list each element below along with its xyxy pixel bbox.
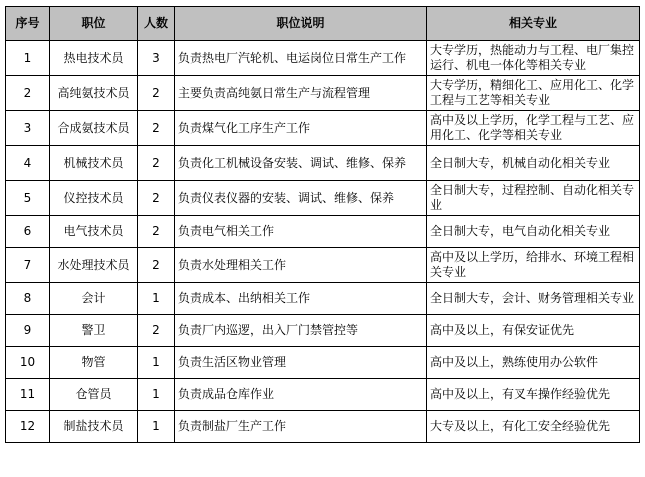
cell-no: 9 — [6, 315, 50, 347]
recruitment-table — [5, 6, 640, 443]
cell-description: 主要负责高纯氨日常生产与流程管理 — [175, 76, 427, 111]
cell-position: 物管 — [50, 347, 138, 379]
cell-description: 负责化工机械设备安装、调试、维修、保养 — [175, 146, 427, 181]
table-row — [6, 111, 640, 146]
cell-description: 负责煤气化工序生产工作 — [175, 111, 427, 146]
cell-count: 2 — [138, 248, 175, 283]
table-row — [6, 379, 640, 411]
cell-position: 制盐技术员 — [50, 411, 138, 443]
table-row — [6, 146, 640, 181]
cell-major: 高中及以上学历，给排水、环境工程相关专业 — [427, 248, 640, 283]
cell-count: 2 — [138, 181, 175, 216]
cell-major: 大专及以上，有化工安全经验优先 — [427, 411, 640, 443]
cell-no: 5 — [6, 181, 50, 216]
cell-description: 负责生活区物业管理 — [175, 347, 427, 379]
cell-no: 11 — [6, 379, 50, 411]
cell-position: 机械技术员 — [50, 146, 138, 181]
cell-no: 3 — [6, 111, 50, 146]
cell-major: 高中及以上，有保安证优先 — [427, 315, 640, 347]
cell-count: 1 — [138, 411, 175, 443]
cell-position: 仓管员 — [50, 379, 138, 411]
header-major: 相关专业 — [427, 7, 640, 41]
cell-no: 7 — [6, 248, 50, 283]
cell-major: 全日制大专，电气自动化相关专业 — [427, 216, 640, 248]
table-row — [6, 41, 640, 76]
cell-description: 负责水处理相关工作 — [175, 248, 427, 283]
cell-position: 仪控技术员 — [50, 181, 138, 216]
cell-major: 全日制大专，过程控制、自动化相关专业 — [427, 181, 640, 216]
table-row — [6, 248, 640, 283]
cell-description: 负责成品仓库作业 — [175, 379, 427, 411]
recruitment-table-container — [5, 6, 640, 443]
cell-no: 8 — [6, 283, 50, 315]
cell-position: 会计 — [50, 283, 138, 315]
cell-count: 1 — [138, 347, 175, 379]
cell-description: 负责制盐厂生产工作 — [175, 411, 427, 443]
header-position: 职位 — [50, 7, 138, 41]
table-row — [6, 315, 640, 347]
cell-major: 高中及以上学历，化学工程与工艺、应用化工、化学等相关专业 — [427, 111, 640, 146]
cell-description: 负责仪表仪器的安装、调试、维修、保养 — [175, 181, 427, 216]
cell-position: 水处理技术员 — [50, 248, 138, 283]
cell-count: 3 — [138, 41, 175, 76]
cell-description: 负责成本、出纳相关工作 — [175, 283, 427, 315]
header-description: 职位说明 — [175, 7, 427, 41]
cell-major: 高中及以上，有叉车操作经验优先 — [427, 379, 640, 411]
cell-position: 电气技术员 — [50, 216, 138, 248]
cell-count: 2 — [138, 216, 175, 248]
cell-count: 2 — [138, 76, 175, 111]
cell-position: 高纯氨技术员 — [50, 76, 138, 111]
header-row — [6, 7, 640, 41]
cell-description: 负责热电厂汽轮机、电运岗位日常生产工作 — [175, 41, 427, 76]
cell-major: 全日制大专，机械自动化相关专业 — [427, 146, 640, 181]
cell-no: 6 — [6, 216, 50, 248]
cell-major: 大专学历，热能动力与工程、电厂集控运行、机电一体化等相关专业 — [427, 41, 640, 76]
header-no: 序号 — [6, 7, 50, 41]
cell-count: 1 — [138, 283, 175, 315]
cell-description: 负责电气相关工作 — [175, 216, 427, 248]
cell-position: 合成氨技术员 — [50, 111, 138, 146]
cell-no: 2 — [6, 76, 50, 111]
cell-count: 2 — [138, 315, 175, 347]
table-row — [6, 181, 640, 216]
cell-major: 高中及以上，熟练使用办公软件 — [427, 347, 640, 379]
table-row — [6, 216, 640, 248]
cell-no: 1 — [6, 41, 50, 76]
cell-count: 1 — [138, 379, 175, 411]
cell-no: 10 — [6, 347, 50, 379]
cell-major: 大专学历，精细化工、应用化工、化学工程与工艺等相关专业 — [427, 76, 640, 111]
cell-count: 2 — [138, 111, 175, 146]
table-row — [6, 76, 640, 111]
cell-no: 4 — [6, 146, 50, 181]
header-count: 人数 — [138, 7, 175, 41]
table-row — [6, 411, 640, 443]
table-row — [6, 283, 640, 315]
table-row — [6, 347, 640, 379]
cell-position: 热电技术员 — [50, 41, 138, 76]
cell-count: 2 — [138, 146, 175, 181]
cell-no: 12 — [6, 411, 50, 443]
cell-major: 全日制大专，会计、财务管理相关专业 — [427, 283, 640, 315]
cell-description: 负责厂内巡逻，出入厂门禁管控等 — [175, 315, 427, 347]
cell-position: 警卫 — [50, 315, 138, 347]
